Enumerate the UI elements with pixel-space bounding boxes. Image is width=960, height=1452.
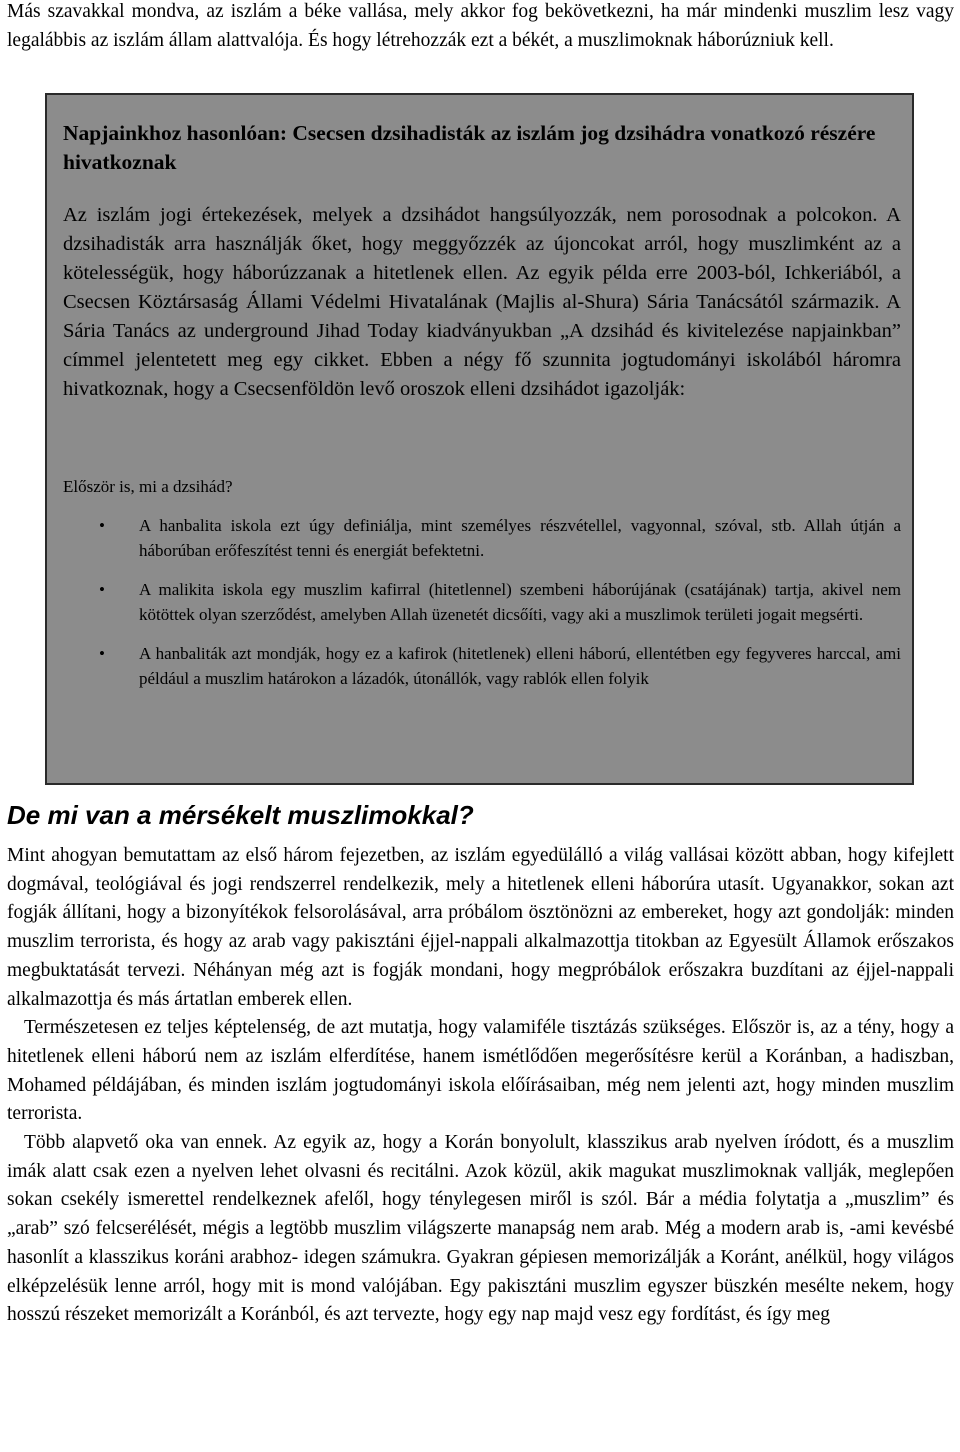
intro-paragraph: Más szavakkal mondva, az iszlám a béke vallása, mely akkor fog bekövetkezni, ha már mindenki muszlim lesz vagy legalábbis az iszlám állam alattvalója. És hogy létrehozzák ezt a békét, a muszlimoknak háborúzniuk kell. xyxy=(7,1,954,51)
box-body-paragraph: Az iszlám jogi értekezések, melyek a dzsihádot hangsúlyozzák, nem porosodnak a polcokon. A dzsihadisták arra használják őket, hogy meggyőzzék az újoncokat arról, hogy muszlimként az a kötelességük, hogy háborúzzanak a hitetlenek ellen. Az egyik példa erre 2003-ból, Ichkeriából, a Csecsen Köztársaság Állami Védelmi Hivatalának (Majlis al-Shura) Sária Tanácsától származik. A Sária Tanács az underground Jihad Today kiadványukban „A dzsihád és kivitelezése napjainkban” címmel jelentetett meg egy cikket. Ebben a négy fő szunnita jogtudományi iskolából háromra hivatkoznak, hogy a Csecsenföldön levő oroszok elleni dzsihádot igazolják: xyxy=(63,204,901,400)
bullet-text: A malikita iskola egy muszlim kafirral (hitetlennel) szembeni háborújának (csatájának) tartja, akivel nem kötöttek olyan szerződést, amelyben Allah üzenetét dicsőíti, vagy aki a muszlimok területi jogait megsérti. xyxy=(139,580,901,624)
bullet-text: A hanbalita iskola ezt úgy definiálja, mint személyes részvétellel, vagyonnal, szóval, stb. Allah útján a háborúban erőfeszítést tenni és energiát befektetni. xyxy=(139,516,901,560)
bullet-icon: • xyxy=(99,516,105,535)
section-heading: De mi van a mérsékelt muszlimokkal? xyxy=(7,800,474,830)
bullet-icon: • xyxy=(99,580,105,599)
body-paragraph: Természetesen ez teljes képtelenség, de azt mutatja, hogy valamiféle tisztázás szükséges. Először is, az a tény, hogy a hitetlenek elleni háború nem az iszlám elferdítése, hanem ismétlődően megerősítésre kerül a Koránban, a hadiszban, Mohamed példájában, és minden iszlám jogtudományi iskola előírásaiban, még nem jelenti azt, hogy minden muszlim terrorista. xyxy=(7,1017,954,1125)
box-title: Napjainkhoz hasonlóan: Csecsen dzsihadisták az iszlám jog dzsihádra vonatkozó részére hivatkoznak xyxy=(63,121,876,174)
list-item xyxy=(63,641,901,691)
bullet-text: A hanbaliták azt mondják, hogy ez a kafirok (hitetlenek) elleni háború, ellentétben egy fegyveres harccal, ami például a muszlim határokon a lázadók, útonállók, vagy rablók ellen folyik xyxy=(139,644,901,688)
sidebar-box xyxy=(45,93,914,785)
main-text xyxy=(7,842,954,1330)
body-paragraph: Több alapvető oka van ennek. Az egyik az, hogy a Korán bonyolult, klasszikus arab nyelven íródott, és a muszlim imák alatt csak ezen a nyelven lehet olvasni és recitálni. Azok közül, akik magukat muszlimoknak vallják, meglepően sokan csekély ismerettel rendelkeznek afelől, hogy ténylegesen miről is szól. Bár a média folytatja a „muszlim” és „arab” szó felcserélését, mégis a legtöbb muszlim világszerte manapság nem arab. Még a modern arab is, -ami kevésbé hasonlít a klasszikus koráni arabhoz- idegen számukra. Gyakran gépiesen memorizálják a Koránt, anélkül, hogy világos elképzelésük lenne arról, hogy mit is mond valójában. Egy pakisztáni muszlim egyszer büszkén mesélte nekem, hogy hosszú részeket memorizált a Koránból, és azt tervezte, hogy egy nap majd vesz egy fordítást, és így meg xyxy=(7,1132,954,1326)
list-item xyxy=(63,577,901,627)
body-paragraph: Mint ahogyan bemutattam az első három fejezetben, az iszlám egyedülálló a világ vallásai között abban, hogy kifejlett dogmával, teológiával és jogi rendszerrel rendelkezik, mely a hitetlenek elleni háborúra utasít. Ugyanakkor, sokan azt fogják állítani, hogy a bizonyítékok felsorolásával, arra próbálom ösztönözni az embereket, hogy azt gondolják: minden muszlim terrorista, és hogy az arab vagy pakisztáni éjjel-nappali alkalmazottja titokban az Egyesült Államok erőszakos megbuktatását tervezi. Néhányan még azt is fogják mondani, hogy megpróbálok erőszakra buzdítani az éjjel-nappali alkalmazottja és más ártatlan emberek ellen. xyxy=(7,845,954,1010)
box-question: Először is, mi a dzsihád? xyxy=(63,477,233,496)
bullet-list xyxy=(63,513,901,705)
list-item xyxy=(63,513,901,563)
bullet-icon: • xyxy=(99,644,105,663)
